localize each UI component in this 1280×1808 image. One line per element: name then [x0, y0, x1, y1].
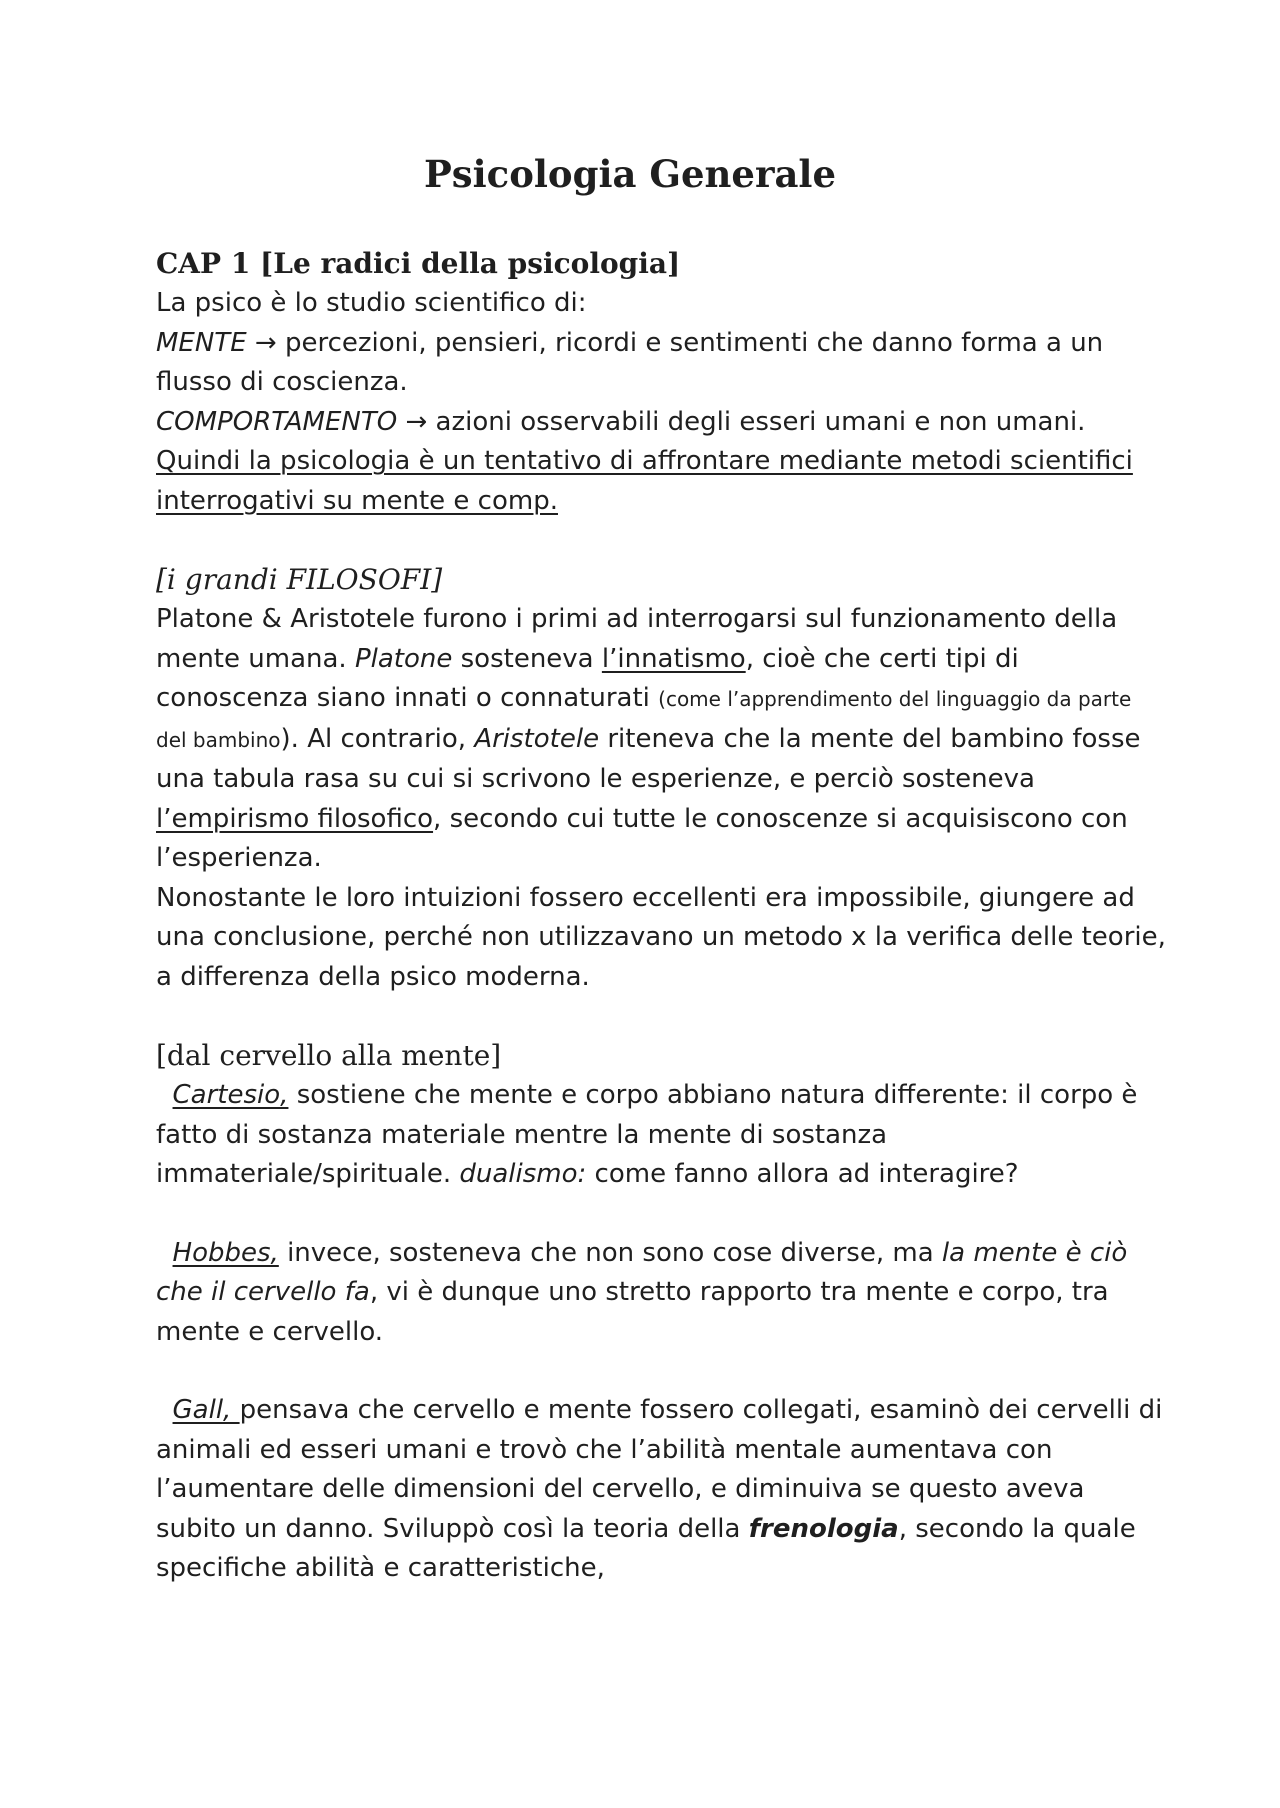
filosofi-paragraph: Platone & Aristotele furono i primi ad interrogarsi sul funzionamento della mente umana. Platone sosteneva l’innatismo, cioè che certi tipi di conoscenza siano innati o connaturati (come l’apprendimento del linguaggio da parte del bambino). Al contrario, Aristotele riteneva che la mente del bambino fosse una tabula rasa su cui si scrivono le esperienze, e perciò sosteneva l’empirismo filosofico, secondo cui tutte le conoscenze si acquisiscono con l’esperienza. [156, 604, 1141, 873]
innatismo-term: l’innatismo [601, 643, 746, 674]
cartesio-name: Cartesio, [172, 1080, 289, 1110]
platone-name: Platone [354, 643, 453, 674]
hobbes-quote: la mente è ciò che il cervello fa [156, 1237, 1128, 1307]
mente-definition [156, 324, 1166, 403]
aristotele-name: Aristotele [474, 723, 600, 754]
intro-paragraph: La psico è lo studio scientifico di: [156, 288, 587, 318]
arrow-icon: → [254, 327, 277, 358]
dualismo-term: dualismo: [459, 1159, 587, 1189]
page-title: Psicologia Generale [423, 152, 837, 196]
chapter-heading: CAP 1 [Le radici della psicologia] [156, 247, 681, 280]
filosofi-conclusion: Nonostante le loro intuizioni fossero eccellenti era impossibile, giungere ad una conclusione, perché non utilizzavano un metodo x la verifica delle teorie, a differenza della psico moderna. [156, 882, 1166, 992]
gall-paragraph: Gall, pensava che cervello e mente fossero collegati, esaminò dei cervelli di animali ed esseri umani e trovò che l’abilità mentale aumentava con l’aumentare delle dimensioni del cervello, e diminuiva se questo aveva subito un danno. Sviluppò così la teoria della frenologia, secondo la quale specifiche abilità e caratteristiche, [156, 1395, 1163, 1583]
comportamento-term: COMPORTAMENTO [156, 406, 398, 437]
mente-term: MENTE [156, 327, 247, 358]
document-body [156, 244, 1166, 1589]
section-heading-cervello: [dal cervello alla mente] [156, 1039, 502, 1072]
empirismo-term: l’empirismo filosofico [156, 803, 434, 834]
arrow-icon: → [405, 406, 428, 437]
gall-name: Gall, [172, 1395, 240, 1425]
parenthetical-note: (come l’apprendimento del linguaggio da parte del bambino [156, 687, 1132, 752]
mente-definition-text: percezioni, pensieri, ricordi e sentimenti che danno forma a un flusso di coscienza. [156, 327, 1104, 397]
comportamento-definition [156, 403, 1166, 443]
hobbes-name: Hobbes, [172, 1237, 279, 1268]
cartesio-paragraph: Cartesio, sostiene che mente e corpo abbiano natura differente: il corpo è fatto di sostanza materiale mentre la mente di sostanza immateriale/spirituale. dualismo: come fanno allora ad interagire? [156, 1080, 1138, 1189]
summary-sentence: Quindi la psicologia è un tentativo di affrontare mediante metodi scientifici interrogativi su mente e comp. [156, 446, 1133, 516]
frenologia-term: frenologia [748, 1513, 899, 1544]
section-heading-filosofi: [i grandi FILOSOFI] [156, 563, 443, 596]
comportamento-definition-text: azioni osservabili degli esseri umani e non umani. [427, 406, 1086, 437]
hobbes-paragraph: Hobbes, invece, sosteneva che non sono cose diverse, ma la mente è ciò che il cervello fa, vi è dunque uno stretto rapporto tra mente e corpo, tra mente e cervello. [156, 1237, 1128, 1347]
